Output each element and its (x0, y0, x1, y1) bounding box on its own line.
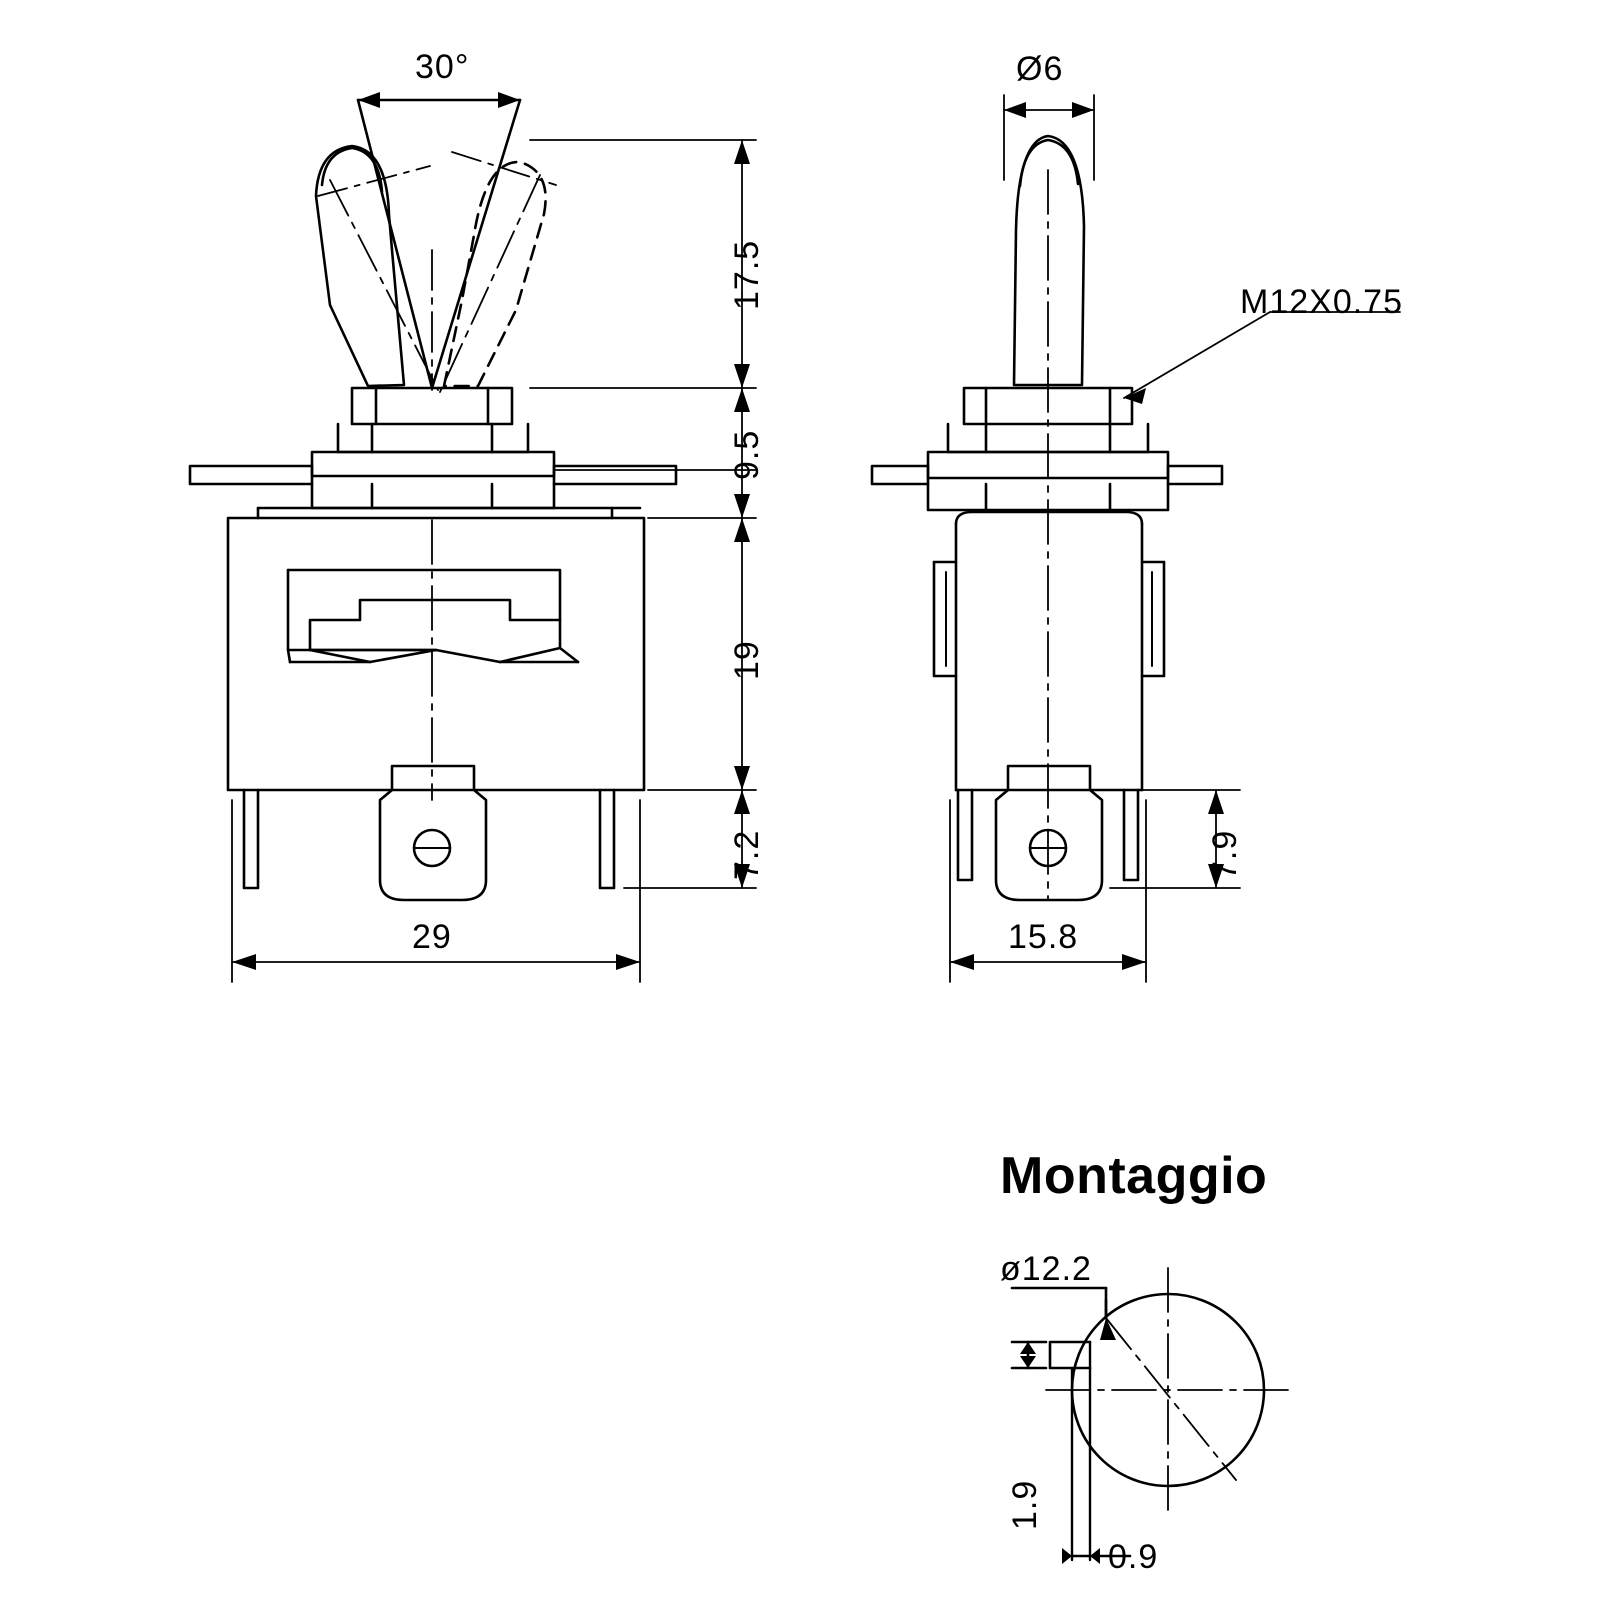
side-view-dimensions (950, 312, 1400, 982)
front-body-height-label: 19 (728, 640, 766, 680)
mounting-hole-diameter-label: ø12.2 (1000, 1250, 1092, 1288)
mounting-section-title: Montaggio (1000, 1147, 1268, 1205)
front-terminal-height-label: 7.2 (728, 829, 766, 880)
front-bushing-height-label: 9.5 (728, 429, 766, 480)
front-view-geometry (190, 92, 676, 900)
front-view-dimensions (232, 140, 756, 982)
front-toggle-angle-label: 30° (415, 48, 470, 86)
front-lever-height-label: 17.5 (728, 239, 766, 310)
front-body-width-label: 29 (412, 918, 452, 956)
side-view-geometry (872, 95, 1222, 900)
mounting-key-width-label: 1.9 (1006, 1479, 1044, 1530)
side-thread-label: M12X0.75 (1240, 283, 1403, 321)
side-terminal-height-label: 7.9 (1206, 829, 1244, 880)
mounting-view-geometry (1012, 1268, 1292, 1564)
side-lever-diameter-label: Ø6 (1016, 50, 1064, 88)
side-body-width-label: 15.8 (1008, 918, 1079, 956)
mounting-key-depth-label: 0.9 (1108, 1538, 1159, 1576)
